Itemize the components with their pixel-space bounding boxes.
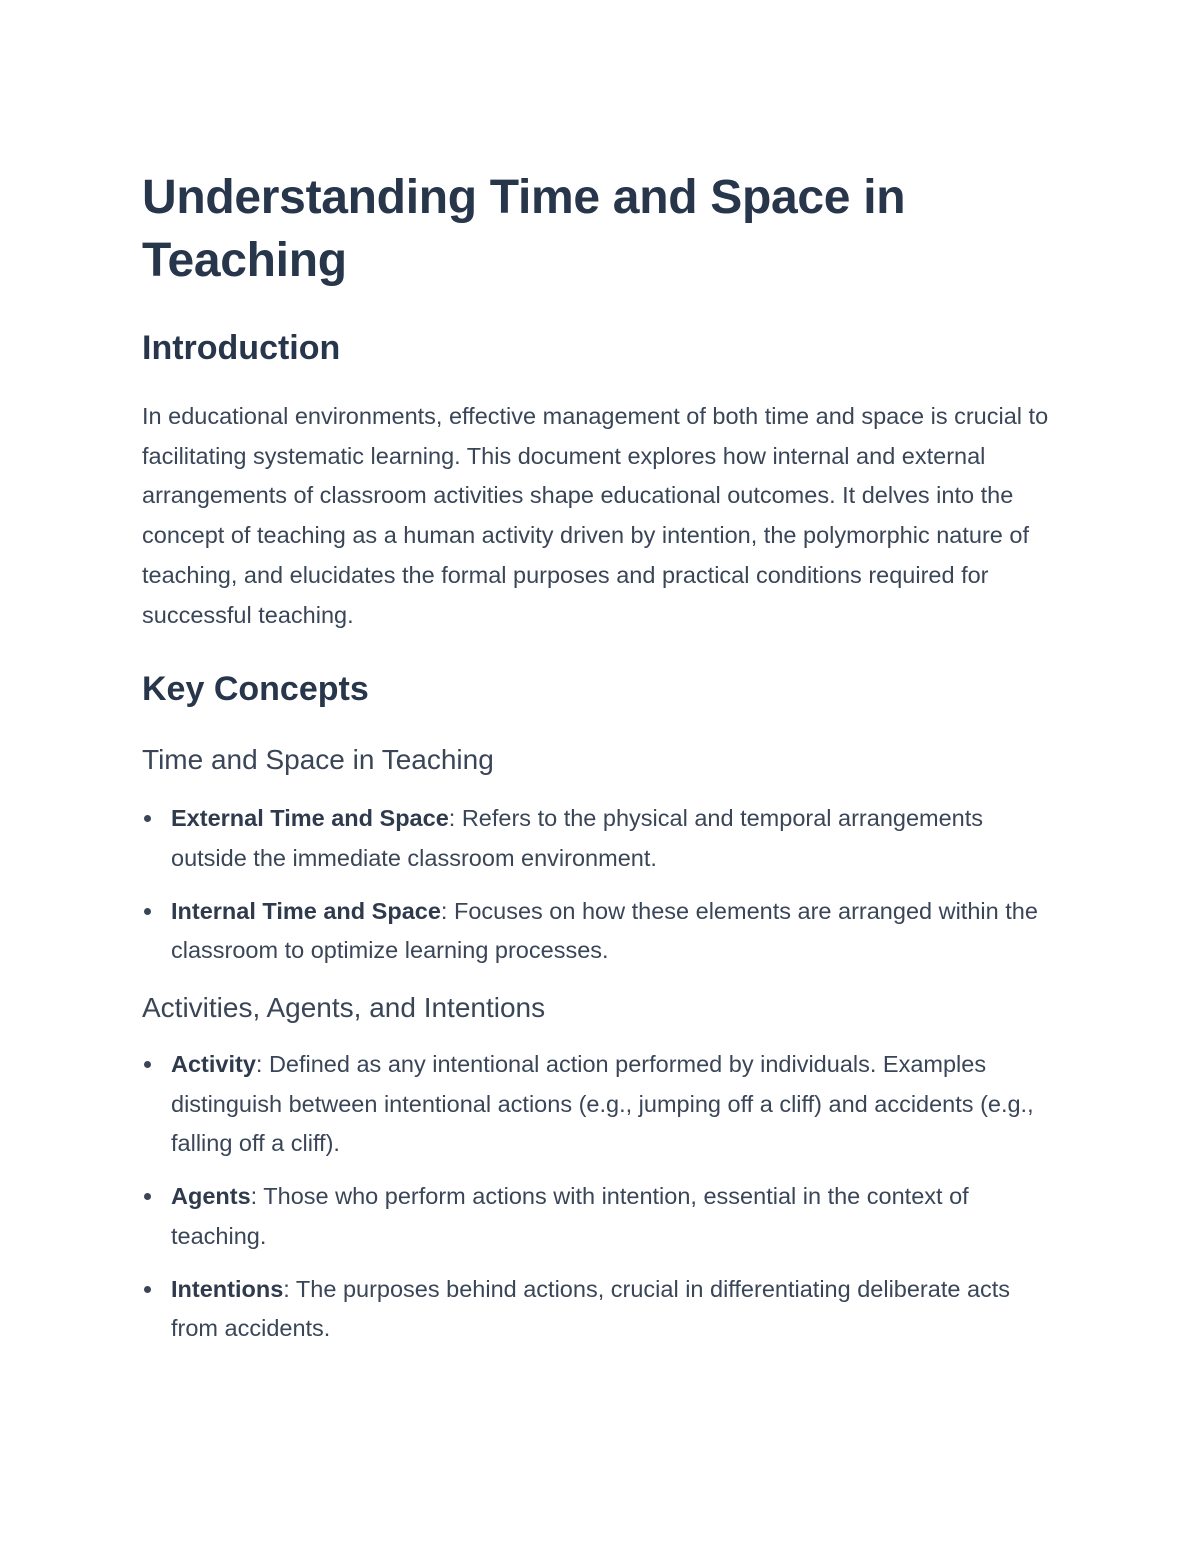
bullet-icon bbox=[144, 1193, 151, 1200]
activities-list bbox=[142, 1045, 1062, 1349]
term-label: Internal Time and Space bbox=[171, 897, 441, 924]
bullet-icon bbox=[144, 908, 151, 915]
introduction-paragraph: In educational environments, effective management of both time and space is crucial to facilitating systematic learning. This document explores how internal and external arrangements of classroom activities shape educational outcomes. It delves into the concept of teaching as a human activity driven by intention, the polymorphic nature of teaching, and elucidates the formal purposes and practical conditions required for successful teaching. bbox=[142, 403, 1049, 628]
term-description: : Refers to the physical and temporal arrangements outside the immediate classroom environment. bbox=[171, 805, 984, 871]
time-space-list bbox=[142, 799, 1062, 971]
document-page bbox=[142, 166, 1062, 1349]
list-item bbox=[142, 1177, 1062, 1256]
introduction-heading: Introduction bbox=[142, 329, 341, 367]
key-concepts-section bbox=[142, 667, 1062, 1349]
term-description: : Those who perform actions with intention, essential in the context of teaching. bbox=[171, 1183, 969, 1249]
term-label: External Time and Space bbox=[171, 805, 449, 832]
term-description: : Defined as any intentional action performed by individuals. Examples distinguish between intentional actions (e.g., jumping off a cliff) and accidents (e.g., falling off a cliff). bbox=[171, 1051, 1034, 1157]
document-title: Understanding Time and Space in Teaching bbox=[142, 171, 906, 287]
term-label: Agents bbox=[171, 1183, 251, 1210]
introduction-section bbox=[142, 326, 1062, 635]
bullet-icon bbox=[144, 815, 151, 822]
term-description: : The purposes behind actions, crucial in differentiating deliberate acts from accidents. bbox=[171, 1275, 1011, 1342]
term-label: Intentions bbox=[171, 1275, 284, 1302]
key-concepts-heading: Key Concepts bbox=[142, 670, 369, 709]
term-description: : Focuses on how these elements are arranged within the classroom to optimize learning processes. bbox=[171, 897, 1038, 964]
time-space-subheading: Time and Space in Teaching bbox=[142, 744, 494, 776]
bullet-icon bbox=[144, 1286, 151, 1293]
term-label: Activity bbox=[171, 1051, 256, 1078]
bullet-icon bbox=[144, 1061, 151, 1068]
list-item bbox=[142, 1270, 1062, 1349]
list-item bbox=[142, 799, 1062, 878]
list-item bbox=[142, 892, 1062, 971]
activities-subheading: Activities, Agents, and Intentions bbox=[142, 992, 546, 1024]
list-item bbox=[142, 1045, 1062, 1164]
